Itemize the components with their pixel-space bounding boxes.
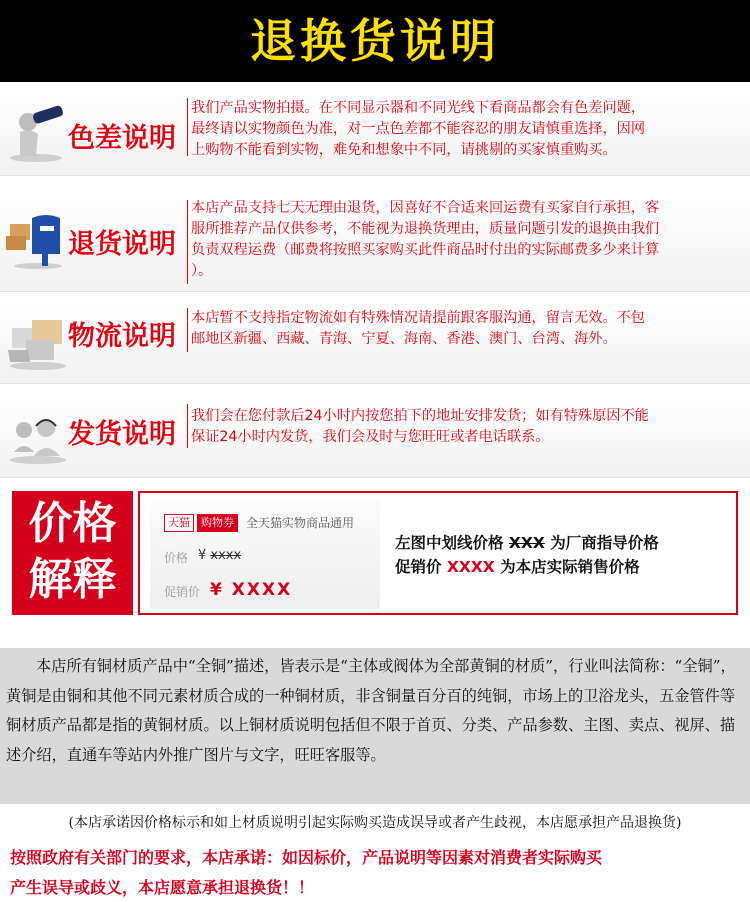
tmall-badge: 天猫: [164, 514, 194, 532]
telescope-person-icon: [6, 104, 70, 164]
text-line: 我们产品实物拍摄。在不同显示器和不同光线下看商品都会有色差问题，: [191, 100, 646, 116]
section-shipping: [0, 396, 750, 478]
text-line: 服所推荐产品仅供参考，不能视为退换货理由，质量问题引发的退换由我们: [191, 221, 660, 237]
page-title: 退换货说明: [250, 14, 500, 68]
price-label-line1: 价格: [28, 498, 117, 549]
promo-price: [210, 580, 292, 600]
section-divider: [187, 308, 188, 352]
original-price-value: xxxx: [210, 548, 242, 563]
section-divider: [187, 200, 188, 284]
delivery-boxes-icon: [6, 312, 70, 372]
section-body: [191, 308, 741, 350]
section-body: [191, 98, 741, 161]
text-line: 负责双程运费（邮费将按照买家购买此件商品时付出的实际邮费多少来计算: [191, 242, 660, 258]
price-label-line2: 解释: [28, 554, 117, 605]
price-panel: [138, 491, 738, 615]
section-divider: [187, 404, 188, 448]
text-line: 我们会在您付款后24小时内按您拍下的地址安排发货；如有特殊原因不能: [191, 408, 649, 424]
promise-note: (本店承诺因价格标示和如上材质说明引起实际购买造成误导或者产生歧视，本店愿承担产品退换货): [68, 815, 682, 831]
section-body: [191, 198, 741, 282]
text-line: 最终请以实物颜色为准，对一点色差都不能容忍的朋友请慎重选择，因网: [191, 121, 646, 137]
explain-line-1: [395, 531, 659, 553]
government-notice-line1: 按照政府有关部门的要求，本店承诺：如因标价，产品说明等因素对消费者实际购买: [10, 848, 603, 867]
section-label: 色差说明: [68, 123, 176, 154]
original-price-currency: ¥: [198, 548, 207, 563]
section-logistics: [0, 302, 750, 384]
explain-text: 为本店实际销售价格: [500, 558, 640, 576]
text-line: 本店产品支持七天无理由退货，因喜好不合适来回运费有买家自行承担，客: [191, 200, 660, 216]
mailbox-icon: [6, 210, 70, 270]
explain-red-value: XXXX: [446, 558, 495, 576]
section-label: 物流说明: [68, 321, 176, 352]
text-line: 上购物不能看到实物，难免和想象中不同，请挑剔的买家慎重购买。: [191, 142, 617, 158]
original-price-label: 价格: [164, 551, 189, 565]
text-line: 保证24小时内发货，我们会及时与您旺旺或者电话联系。: [191, 429, 550, 445]
explain-text: 为厂商指导价格: [550, 534, 659, 552]
section-divider: [187, 98, 188, 156]
section-color-difference: [0, 90, 750, 176]
promo-price-value: XXXX: [231, 580, 293, 600]
original-price: [198, 548, 241, 563]
explain-line-2: [395, 555, 640, 577]
text-line: ）。: [191, 263, 213, 279]
text-line: 邮地区新疆、西藏、青海、宁夏、海南、香港、澳门、台湾、海外。: [191, 331, 617, 347]
coupon-note: 全天猫实物商品通用: [246, 516, 355, 530]
section-returns: [0, 192, 750, 292]
copper-material-note: [0, 648, 750, 804]
copper-note-text: 本店所有铜材质产品中“全铜”描述，皆表示是“主体或阀体为全部黄铜的材质”，行业叫法简称：“全铜”，黄铜是由铜和其他不同元素材质合成的一种铜材质，非含铜量百分百的纯铜，市场上的卫浴龙头，五金管件等铜材质产品都是指的黄铜材质。以上铜材质说明包括但不限于首页、分类、产品参数、主图、卖点、视屏、描述介绍，直通车等站内外推广图片与文字，旺旺客服等。: [6, 657, 736, 764]
explain-text: 促销价: [395, 558, 442, 576]
price-label-block: [12, 491, 133, 615]
promo-price-currency: ¥: [210, 580, 224, 600]
section-label: 发货说明: [68, 419, 176, 450]
section-label: 退货说明: [68, 229, 176, 260]
headset-person-icon: [6, 406, 70, 466]
header-bar: [0, 0, 750, 82]
coupon-badge: 购物券: [197, 514, 238, 532]
price-tag-sample: [150, 501, 380, 609]
promo-price-label: 促销价: [164, 585, 201, 599]
explain-text: 左图中划线价格: [395, 534, 504, 552]
section-body: [191, 406, 741, 448]
text-line: 本店暂不支持指定物流如有特殊情况请提前跟客服沟通，留言无效。不包: [191, 310, 646, 326]
explain-strike-value: XXX: [508, 534, 545, 552]
government-notice-line2: 产生误导或歧义，本店愿意承担退换货！！: [10, 878, 315, 897]
